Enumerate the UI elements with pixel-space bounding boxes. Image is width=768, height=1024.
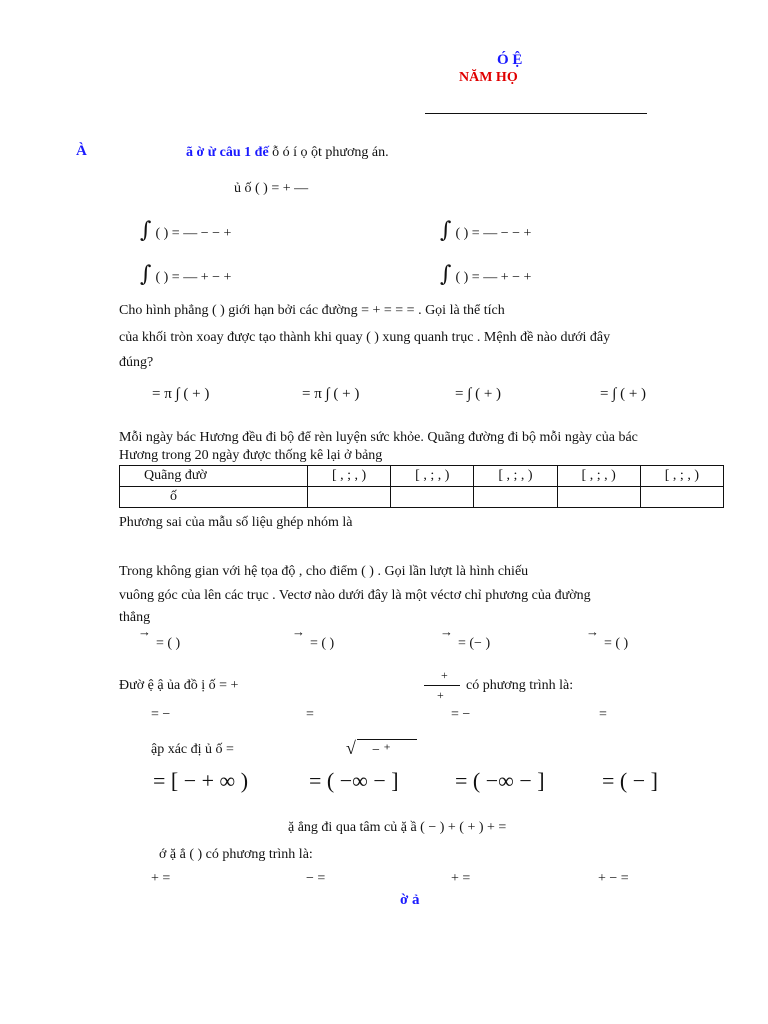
q5-option-b: = bbox=[306, 707, 314, 722]
q6-stem: ập xác đị ủ ố = bbox=[151, 742, 234, 757]
q6-option-d: = ( − ] bbox=[602, 768, 658, 793]
table-cell-interval: [ , ; , ) bbox=[308, 466, 391, 487]
q1-option-c-text: ( ) = — + − + bbox=[155, 270, 232, 285]
table-header-count: ố bbox=[120, 487, 308, 508]
instruction-bold: ã ờ ừ câu 1 đế bbox=[186, 145, 269, 160]
radical-icon: √ bbox=[346, 738, 356, 758]
q2-option-b: = π ∫ ( + ) bbox=[302, 386, 360, 402]
q3-question: Phương sai của mẫu số liệu ghép nhóm là bbox=[119, 515, 353, 530]
exam-year: NĂM HỌ bbox=[459, 70, 518, 85]
table-cell bbox=[308, 487, 391, 508]
q1-option-a bbox=[140, 218, 231, 243]
q5-option-d: = bbox=[599, 707, 607, 722]
q4-option-d: = ( ) bbox=[604, 636, 629, 651]
exam-title: Ó Ệ bbox=[497, 52, 523, 68]
q1-option-d bbox=[440, 262, 531, 287]
q7-line1: ặ ẳng đi qua tâm củ ặ ầ ( − ) + ( + ) + = bbox=[288, 820, 507, 835]
table-cell-interval: [ , ; , ) bbox=[391, 466, 474, 487]
q6-option-c: = ( −∞ − ] bbox=[455, 768, 545, 793]
table-cell bbox=[640, 487, 723, 508]
q2-option-a: = π ∫ ( + ) bbox=[152, 386, 210, 402]
vector-arrow-icon: → bbox=[292, 624, 305, 639]
table-cell bbox=[391, 487, 474, 508]
table-cell-interval: [ , ; , ) bbox=[474, 466, 557, 487]
table-cell-interval: [ , ; , ) bbox=[640, 466, 723, 487]
q7-option-d: + − = bbox=[598, 871, 629, 886]
table-row bbox=[120, 487, 724, 508]
vector-arrow-icon: → bbox=[440, 624, 453, 639]
table-row bbox=[120, 466, 724, 487]
q1-stem: ủ ố ( ) = + — bbox=[234, 181, 309, 196]
vector-arrow-icon: → bbox=[138, 624, 151, 639]
table-cell bbox=[474, 487, 557, 508]
instruction-rest: ỗ ó í ọ ột phương án. bbox=[268, 145, 389, 160]
q5-option-a: = − bbox=[151, 707, 171, 722]
fraction-bar bbox=[424, 685, 460, 686]
q1-option-b-text: ( ) = — − − + bbox=[455, 226, 532, 241]
q5-frac-num: + bbox=[441, 668, 448, 682]
q2-line1: Cho hình phẳng ( ) giới hạn bởi các đường = + = = = . Gọi là thể tích bbox=[119, 303, 505, 318]
integral-icon: ∫ bbox=[140, 218, 152, 243]
q1-option-d-text: ( ) = — + − + bbox=[455, 270, 532, 285]
q7-line2: ớ ặ ẳ ( ) có phương trình là: bbox=[159, 847, 313, 862]
q4-option-b: = ( ) bbox=[310, 636, 335, 651]
q1-option-a-text: ( ) = — − − + bbox=[155, 226, 232, 241]
part-label: À bbox=[76, 143, 87, 159]
q6-option-b: = ( −∞ − ] bbox=[309, 768, 399, 793]
q2-option-d: = ∫ ( + ) bbox=[600, 386, 647, 402]
q3-line1: Mỗi ngày bác Hương đều đi bộ để rèn luyện sức khỏe. Quãng đường đi bộ mỗi ngày của bác bbox=[119, 430, 638, 445]
instruction-text bbox=[186, 145, 389, 161]
q2-line2: của khối tròn xoay được tạo thành khi quay ( ) xung quanh trục . Mệnh đề nào dưới đây bbox=[119, 330, 611, 345]
q4-option-c: = (− ) bbox=[458, 636, 491, 651]
radical-bar bbox=[357, 739, 417, 740]
integral-icon: ∫ bbox=[140, 262, 152, 287]
table-cell-interval: [ , ; , ) bbox=[557, 466, 640, 487]
q4-line2: vuông góc của lên các trục . Vectơ nào dưới đây là một véctơ chỉ phương của đường bbox=[119, 588, 591, 603]
q5-stem: Đườ ệ ậ ủa đồ ị ố = + bbox=[119, 678, 239, 693]
integral-icon: ∫ bbox=[440, 262, 452, 287]
table-header-distance: Quãng đườ bbox=[120, 466, 308, 487]
q3-line2: Hương trong 20 ngày được thống kê lại ở bảng bbox=[119, 448, 383, 463]
q7-option-c: + = bbox=[451, 871, 471, 886]
q7-option-a: + = bbox=[151, 871, 171, 886]
table-cell bbox=[557, 487, 640, 508]
q5-frac-den: + bbox=[437, 688, 444, 702]
q1-option-b bbox=[440, 218, 531, 243]
footer-text: ờ ả bbox=[400, 892, 420, 908]
frequency-table bbox=[119, 465, 724, 508]
q4-line1: Trong không gian với hệ tọa độ , cho điểm ( ) . Gọi lần lượt là hình chiếu bbox=[119, 564, 529, 579]
q5-option-c: = − bbox=[451, 707, 471, 722]
q6-option-a: = [ − + ∞ ) bbox=[153, 768, 249, 793]
vector-arrow-icon: → bbox=[586, 624, 599, 639]
q4-line3: thẳng bbox=[119, 610, 151, 625]
q6-radical: − ⁺ bbox=[372, 743, 391, 758]
title-divider bbox=[425, 113, 647, 114]
q1-option-c bbox=[140, 262, 231, 287]
q7-option-b: − = bbox=[306, 871, 326, 886]
q4-option-a: = ( ) bbox=[156, 636, 181, 651]
q5-stem-right: có phương trình là: bbox=[466, 678, 574, 693]
integral-icon: ∫ bbox=[440, 218, 452, 243]
q2-option-c: = ∫ ( + ) bbox=[455, 386, 502, 402]
q2-line3: đúng? bbox=[119, 355, 154, 370]
